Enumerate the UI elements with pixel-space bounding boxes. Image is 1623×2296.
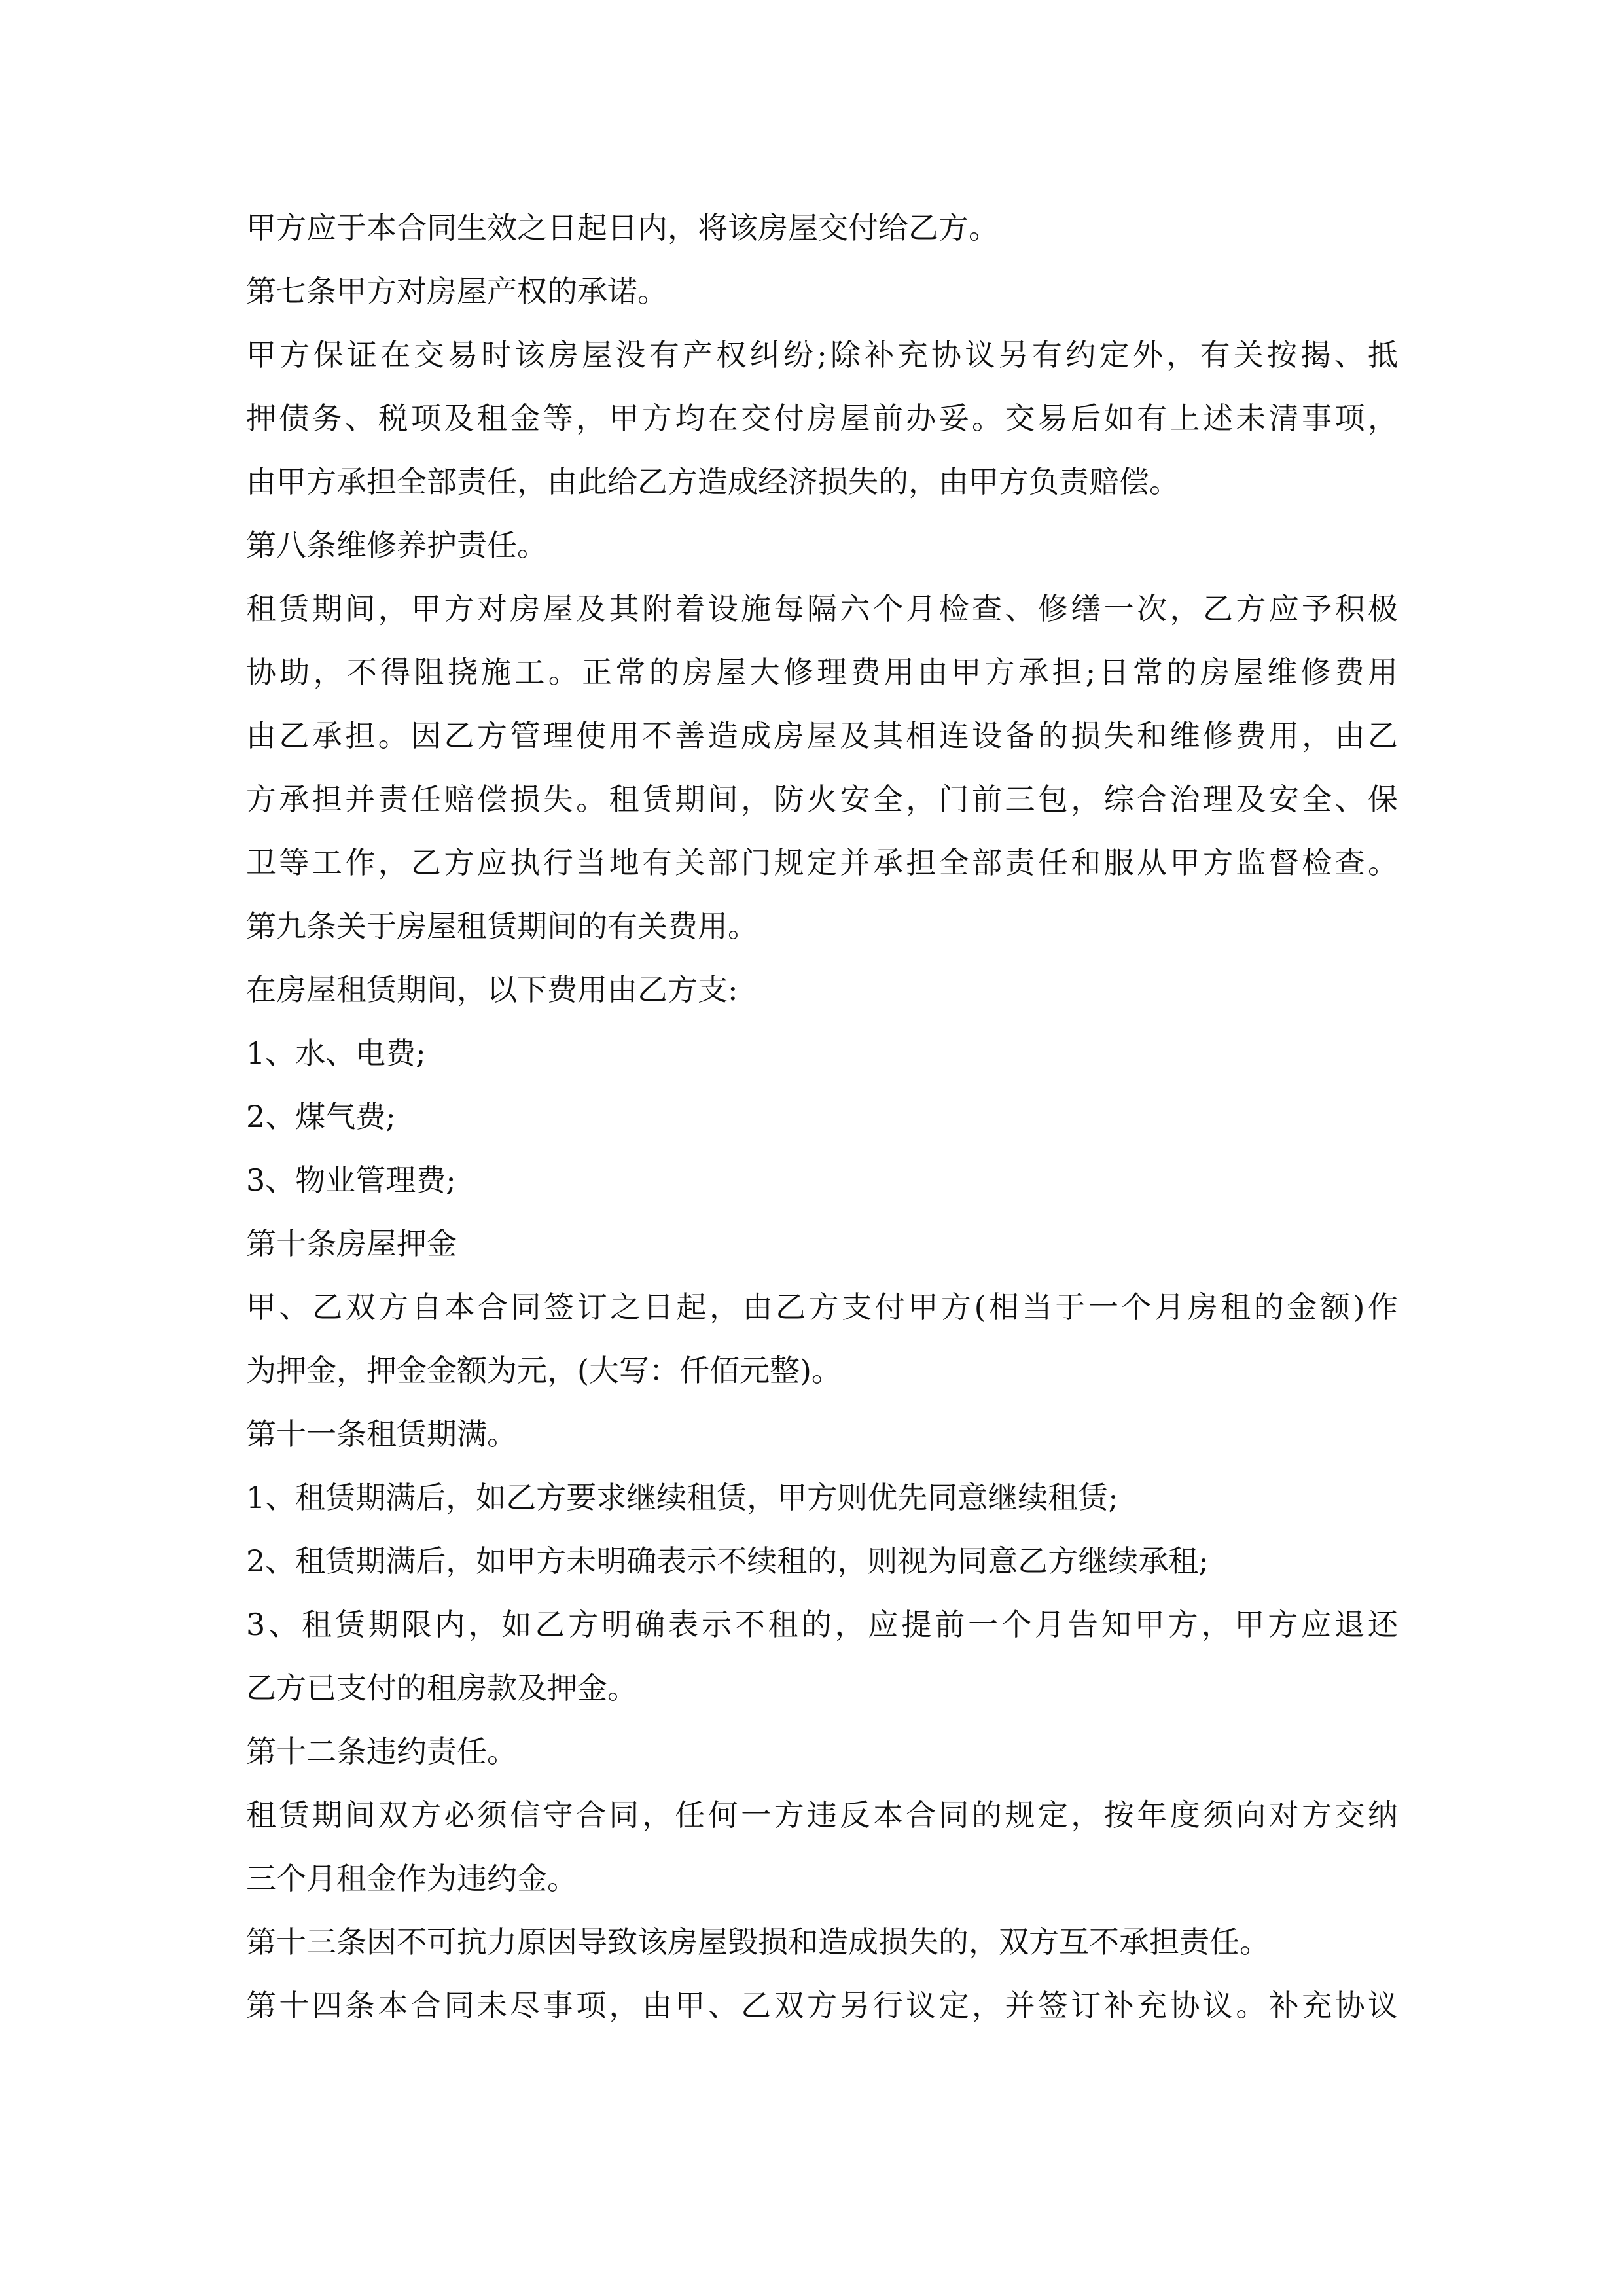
text-line: 租赁期间，甲方对房屋及其附着设施每隔六个月检查、修缮一次，乙方应予积极 [246,591,1398,626]
text-line: 由甲方承担全部责任，由此给乙方造成经济损失的，由甲方负责赔偿。 [246,464,1179,499]
text-line: 协助，不得阻挠施工。正常的房屋大修理费用由甲方承担;日常的房屋维修费用 [246,655,1398,690]
text-line: 甲方应于本合同生效之日起日内，将该房屋交付给乙方。 [246,210,999,245]
text-line: 租赁期间双方必须信守合同，任何一方违反本合同的规定，按年度须向对方交纳 [246,1797,1398,1833]
article-heading: 第十二条违约责任。 [246,1734,517,1769]
text-line: 甲、乙双方自本合同签订之日起，由乙方支付甲方(相当于一个月房租的金额)作 [246,1289,1398,1325]
article-heading: 第十四条本合同未尽事项，由甲、乙双方另行议定，并签订补充协议。补充协议 [246,1988,1398,2023]
text-line: 由乙承担。因乙方管理使用不善造成房屋及其相连设备的损失和维修费用，由乙 [246,718,1398,753]
text-line: 押债务、税项及租金等，甲方均在交付房屋前办妥。交易后如有上述未清事项， [246,401,1398,436]
article-heading: 第十条房屋押金 [246,1226,457,1261]
article-heading: 第十三条因不可抗力原因导致该房屋毁损和造成损失的，双方互不承担责任。 [246,1924,1270,1960]
list-item: 2、煤气费; [246,1099,396,1134]
article-heading: 第八条维修养护责任。 [246,528,547,563]
text-line: 甲方保证在交易时该房屋没有产权纠纷;除补充协议另有约定外，有关按揭、抵 [246,337,1398,372]
list-item: 3、物业管理费; [246,1162,456,1198]
list-item: 3、租赁期限内，如乙方明确表示不租的，应提前一个月告知甲方，甲方应退还 [246,1607,1398,1642]
contract-text-body [246,196,1398,2037]
list-item: 2、租赁期满后，如甲方未明确表示不续租的，则视为同意乙方继续承租; [246,1543,1209,1579]
article-heading: 第七条甲方对房屋产权的承诺。 [246,274,668,309]
text-line: 在房屋租赁期间，以下费用由乙方支: [246,972,738,1007]
article-heading: 第十一条租赁期满。 [246,1416,517,1452]
text-line: 为押金，押金金额为元，(大写：仟佰元整)。 [246,1353,842,1388]
list-item: 1、水、电费; [246,1035,426,1071]
list-item: 1、租赁期满后，如乙方要求继续租赁，甲方则优先同意继续租赁; [246,1480,1118,1515]
text-line: 三个月租金作为违约金。 [246,1861,577,1896]
text-line: 卫等工作，乙方应执行当地有关部门规定并承担全部责任和服从甲方监督检查。 [246,845,1398,880]
text-line: 方承担并责任赔偿损失。租赁期间，防火安全，门前三包，综合治理及安全、保 [246,781,1398,817]
article-heading: 第九条关于房屋租赁期间的有关费用。 [246,908,758,944]
text-line: 乙方已支付的租房款及押金。 [246,1670,637,1706]
